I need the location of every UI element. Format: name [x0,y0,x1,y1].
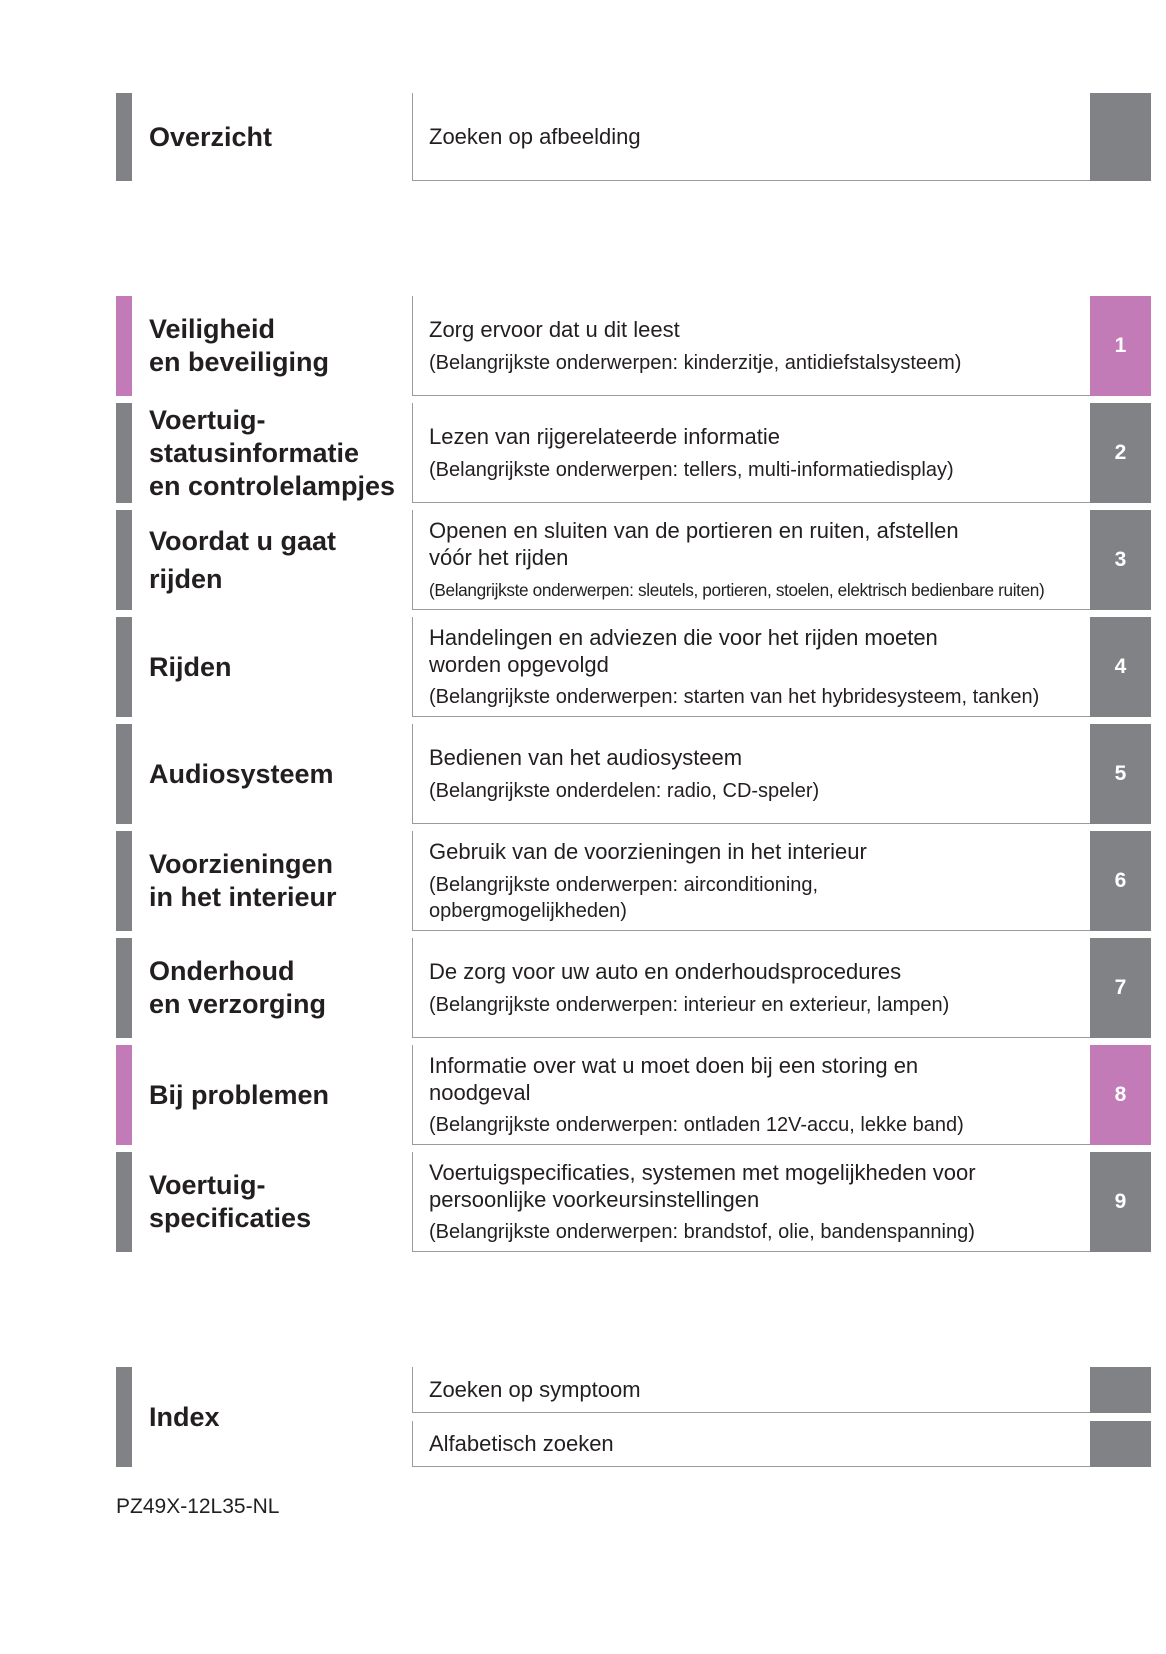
chapter-description: Bedienen van het audiosysteem [429,744,743,770]
chapter-box[interactable] [412,617,1090,717]
overview-box[interactable] [412,93,1090,181]
chapter-row-1[interactable] [0,296,1166,396]
index-title: Index [149,1401,220,1432]
overview-title-text: Overzicht [149,121,273,152]
chapter-title: Voordat u gaat rijden [149,526,337,594]
chapter-box[interactable] [412,403,1090,503]
chapter-bar [116,510,132,610]
chapter-bar [116,938,132,1038]
chapter-tab-4[interactable]: 4 [1090,617,1151,717]
document-code: PZ49X-12L35-NL [116,1495,280,1518]
index-alphabetical-tab[interactable] [1090,1421,1151,1467]
overview-title [149,93,404,181]
chapter-description: Handelingen en adviezen die voor het rijden moeten worden opgevolgd [429,624,938,677]
chapter-row-6[interactable] [0,831,1166,931]
chapter-tab-6[interactable]: 6 [1090,831,1151,931]
chapter-box[interactable] [412,724,1090,824]
index-symptom-search[interactable]: Zoeken op symptoom [412,1367,1090,1413]
chapter-tab-9[interactable]: 9 [1090,1152,1151,1252]
overview-bar [116,93,132,181]
chapter-row-2[interactable] [0,403,1166,503]
chapter-bar [116,296,132,396]
chapter-subtopics: (Belangrijkste onderwerpen: brandstof, olie, bandenspanning) [429,1220,975,1243]
chapter-box[interactable] [412,510,1090,610]
overview-row[interactable] [0,93,1166,181]
chapter-subtopics: (Belangrijkste onderwerpen: tellers, multi-informatiedisplay) [429,458,954,481]
chapter-description: Lezen van rijgerelateerde informatie [429,423,780,449]
chapter-description: De zorg voor uw auto en onderhoudsprocedures [429,958,902,984]
index-symptom-tab[interactable] [1090,1367,1151,1413]
chapter-description: Gebruik van de voorzieningen in het interieur [429,838,867,864]
chapter-subtopics: (Belangrijkste onderwerpen: kinderzitje, antidiefstalsysteem) [429,351,962,374]
chapter-description: Zorg ervoor dat u dit leest [429,316,680,342]
overview-description: Zoeken op afbeelding [429,124,641,149]
chapter-box[interactable] [412,1152,1090,1252]
chapter-box[interactable] [412,831,1090,931]
chapter-bar [116,403,132,503]
chapter-title: Voertuig- specificaties [149,1170,312,1233]
chapter-subtopics: (Belangrijkste onderwerpen: sleutels, portieren, stoelen, elektrisch bedienbare ruiten) [429,579,1045,600]
chapter-box[interactable] [412,938,1090,1038]
chapter-row-8[interactable] [0,1045,1166,1145]
chapter-row-9[interactable] [0,1152,1166,1252]
chapter-bar [116,1045,132,1145]
chapter-subtopics: (Belangrijkste onderwerpen: interieur en exterieur, lampen) [429,993,950,1016]
chapter-subtopics: (Belangrijkste onderwerpen: airconditioning, opbergmogelijkheden) [429,873,819,922]
chapter-subtopics: (Belangrijkste onderdelen: radio, CD-speler) [429,779,820,802]
chapter-description: Voertuigspecificaties, systemen met mogelijkheden voor persoonlijke voorkeursinstellingen [429,1159,976,1212]
chapter-tab-1[interactable]: 1 [1090,296,1151,396]
chapter-title: Rijden [149,651,232,682]
chapter-title: Bij problemen [149,1079,330,1110]
chapter-bar [116,831,132,931]
chapter-subtopics: (Belangrijkste onderwerpen: starten van het hybridesysteem, tanken) [429,685,1040,708]
chapter-title: Voorzieningen in het interieur [149,849,337,912]
overview-tab[interactable] [1090,93,1151,181]
chapter-bar [116,724,132,824]
chapter-tab-8[interactable]: 8 [1090,1045,1151,1145]
chapter-box[interactable] [412,296,1090,396]
chapter-description: Informatie over wat u moet doen bij een storing en noodgeval [429,1052,919,1105]
chapter-tab-3[interactable]: 3 [1090,510,1151,610]
chapter-bar [116,617,132,717]
chapter-title: Voertuig- statusinformatie en controlelampjes [149,404,396,501]
index-bar [116,1367,132,1467]
chapter-row-7[interactable] [0,938,1166,1038]
chapter-row-3[interactable] [0,510,1166,610]
index-row[interactable] [0,1367,1166,1467]
chapter-title: Audiosysteem [149,758,334,789]
chapter-tab-5[interactable]: 5 [1090,724,1151,824]
chapter-tab-7[interactable]: 7 [1090,938,1151,1038]
index-alphabetical-search[interactable]: Alfabetisch zoeken [412,1421,1090,1467]
chapter-box[interactable] [412,1045,1090,1145]
chapter-row-4[interactable] [0,617,1166,717]
chapter-title: Veiligheid en beveiliging [149,314,330,377]
chapter-bar [116,1152,132,1252]
chapter-tab-2[interactable]: 2 [1090,403,1151,503]
chapter-subtopics: (Belangrijkste onderwerpen: ontladen 12V-accu, lekke band) [429,1113,964,1136]
chapter-description: Openen en sluiten van de portieren en ruiten, afstellen vóór het rijden [429,517,959,570]
chapter-title: Onderhoud en verzorging [149,956,327,1019]
chapter-row-5[interactable] [0,724,1166,824]
